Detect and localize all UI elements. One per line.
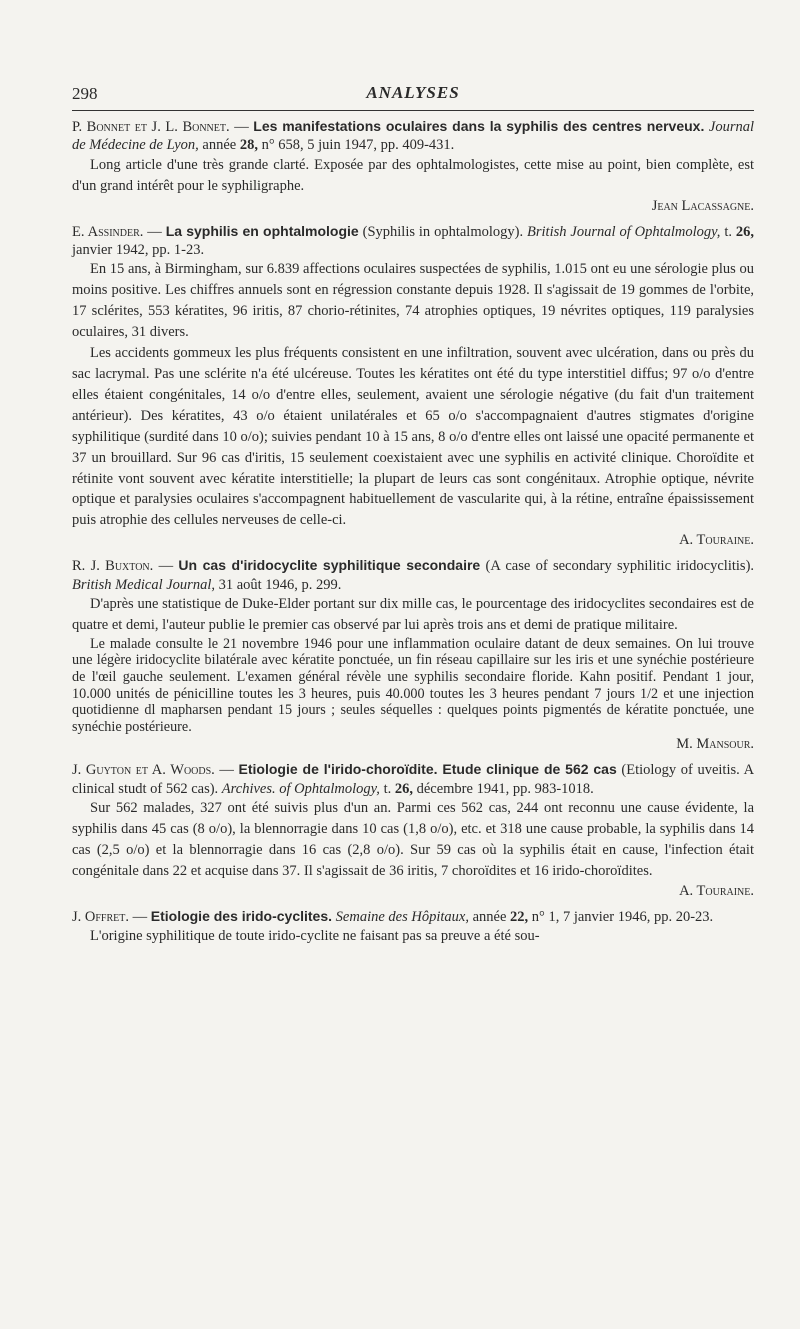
abstract-body	[72, 594, 754, 735]
reviewer-signature: M. Mansour.	[676, 736, 754, 753]
abstract-body	[72, 926, 754, 947]
journal-name: Journal de Médecine de Lyon,	[72, 119, 755, 154]
authors: E. Assinder. —	[72, 223, 162, 240]
header-rule	[72, 110, 754, 111]
article-title: Un cas d'iridocyclite syphilitique secondaire	[178, 557, 481, 574]
reviewer-signature: A. Touraine.	[679, 882, 754, 899]
authors: J. Offret. —	[72, 908, 148, 925]
reviewer-signature: Jean Lacassagne.	[651, 197, 754, 214]
ref-details: 31 août 1946, p. 299.	[218, 576, 342, 593]
abstract-entry	[72, 760, 754, 900]
reference	[72, 556, 754, 594]
abstract-body	[72, 155, 754, 197]
paragraph: D'après une statistique de Duke-Elder portant sur dix mille cas, le pourcentage des iridocyclites secondaires est de quatre et demi, l'auteur publie le premier cas observé par lui après trois ans et demi de pratique militaire.	[72, 596, 754, 633]
journal-name: British Journal of Ophtalmology,	[527, 223, 721, 240]
authors: R. J. Buxton. —	[72, 558, 174, 575]
paragraph: Long article d'une très grande clarté. Exposée par des ophtalmologistes, cette mise au point, bien complète, est d'un grand intérêt pour le syphiligraphe.	[72, 156, 754, 194]
volume: 26,	[394, 780, 413, 797]
reviewer-signature: A. Touraine.	[679, 532, 754, 549]
volume: 28,	[239, 137, 258, 154]
year-label: année	[472, 908, 507, 925]
page-header	[72, 84, 754, 106]
abstract-entry	[72, 117, 754, 216]
volume: 22,	[510, 908, 529, 925]
volume: 26,	[735, 223, 755, 240]
paragraph: En 15 ans, à Birmingham, sur 6.839 affections oculaires suspectées de syphilis, 1.015 ont eu une sérologie plus ou moins positive. Les chiffres annuels sont en régression constante depuis 1928. Il s'agissait de 19 gommes de l'orbite, 17 sclérites, 553 kératites, 96 iritis, 87 chorio-rétinites, 74 atrophies optiques, 19 névrites optiques, 119 paralysies oculaires, 31 divers.	[72, 261, 754, 341]
authors: P. Bonnet et J. L. Bonnet. —	[72, 119, 249, 135]
article-title: La syphilis en ophtalmologie	[165, 222, 359, 239]
journal-name: Semaine des Hôpitaux,	[335, 908, 469, 925]
running-title: ANALYSES	[366, 83, 460, 102]
reference	[72, 222, 754, 260]
paragraph: Le malade consulte le 21 novembre 1946 pour une inflammation oculaire datant de deux semaines. On lui trouve une légère iridocyclite bilatérale avec kératite ponctuée, un fin réseau capillaire sur les iris et une synéchie postérieure de l'œil gauche seulement. L'examen général révèle une syphilis secondaire floride. Kahn positif. Pendant 1 jour, 10.000 unités de pénicilline toutes les 3 heures, puis 40.000 toutes les 3 heures pendant 7 jours 1/2 et une injection quotidienne dl mapharsen pendant 15 jours ; seules séquelles : quelques points pigmentés de kératite ponctuée, une synéchie postérieure.	[72, 635, 754, 735]
abstract-body	[72, 798, 754, 882]
document-page	[72, 84, 754, 947]
article-title: Etiologie de l'irido-choroïdite. Etude clinique de 562 cas	[238, 761, 617, 778]
journal-name: Archives. of Ophtalmology,	[221, 780, 380, 797]
article-title: Les manifestations oculaires dans la syphilis des centres nerveux.	[253, 118, 705, 134]
ref-details: janvier 1942, pp. 1-23.	[72, 242, 205, 259]
reference	[72, 907, 754, 926]
paragraph: Sur 562 malades, 327 ont été suivis plus d'un an. Parmi ces 562 cas, 244 ont reconnu une cause évidente, la syphilis dans 45 cas (8 o/o), la blennorragie dans 10 cas (1,8 o/o), etc. et 318 une cause probable, la syphilis dans 14 cas (2,5 o/o) et la blennorragie dans 16 cas (2,8 o/o). Sur 59 cas où la syphilis était en cause, l'infection était congénitale dans 22 et acquise dans 37. Il s'agissait de 36 iritis, 7 choroïdites et 16 irido-choroïdites.	[72, 800, 754, 879]
ref-details: décembre 1941, pp. 983-1018.	[416, 780, 594, 797]
abstract-body	[72, 259, 754, 531]
reference	[72, 760, 754, 798]
abstract-entry	[72, 907, 754, 947]
paragraph: L'origine syphilitique de toute irido-cyclite ne faisant pas sa preuve a été sou-	[90, 928, 540, 945]
year-label: t.	[724, 223, 732, 240]
original-title: (A case of secondary syphilitic iridocyclitis).	[485, 558, 755, 575]
authors: J. Guyton et A. Woods. —	[72, 762, 234, 779]
original-title: (Etiology of uveitis. A clinical studt of 562 cas).	[72, 762, 755, 797]
journal-name: British Medical Journal,	[72, 576, 215, 593]
year-label: t.	[383, 780, 392, 797]
year-label: année	[202, 137, 237, 154]
abstract-entry	[72, 556, 754, 754]
ref-details: n° 1, 7 janvier 1946, pp. 20-23.	[531, 908, 714, 925]
article-title: Etiologie des irido-cyclites.	[150, 907, 333, 924]
ref-details: n° 658, 5 juin 1947, pp. 409-431.	[261, 137, 455, 154]
page-number: 298	[72, 84, 98, 103]
abstract-entry	[72, 222, 754, 551]
paragraph: Les accidents gommeux les plus fréquents consistent en une infiltration, souvent avec ulcération, dans ou près du sac lacrymal. Pas une sclérite n'a été ulcéreuse. Toutes les kératites ont été du type interstitiel diffus; 97 o/o d'entre elles étaient congénitales, 14 o/o d'entre elles, seulement, avaient une sérologie négative (du fait d'un traitement antérieur). Des kératites, 43 o/o étaient unilatérales et 65 o/o s'accompagnaient d'autres stigmates d'origine syphilitique (surdité dans 10 o/o); suivies pendant 10 à 15 ans, 8 o/o d'entre elles ont laissé une opacité permanente et 37 un brouillard. Sur 96 cas d'iritis, 15 seulement coexistaient avec une syphilis en activité clinique. Choroïdite et rétinite vont souvent avec kératite interstitielle; la plupart de leurs cas sont congénitaux. Atrophie optique, névrite optique et paralysies oculaires s'accompagnent habituellement de vascularite qui, à la rétine, entraîne épaississement puis atrophie des cellules nerveuses de celle-ci.	[72, 345, 754, 529]
reference	[72, 117, 754, 155]
original-title: (Syphilis in ophtalmology).	[362, 223, 524, 240]
